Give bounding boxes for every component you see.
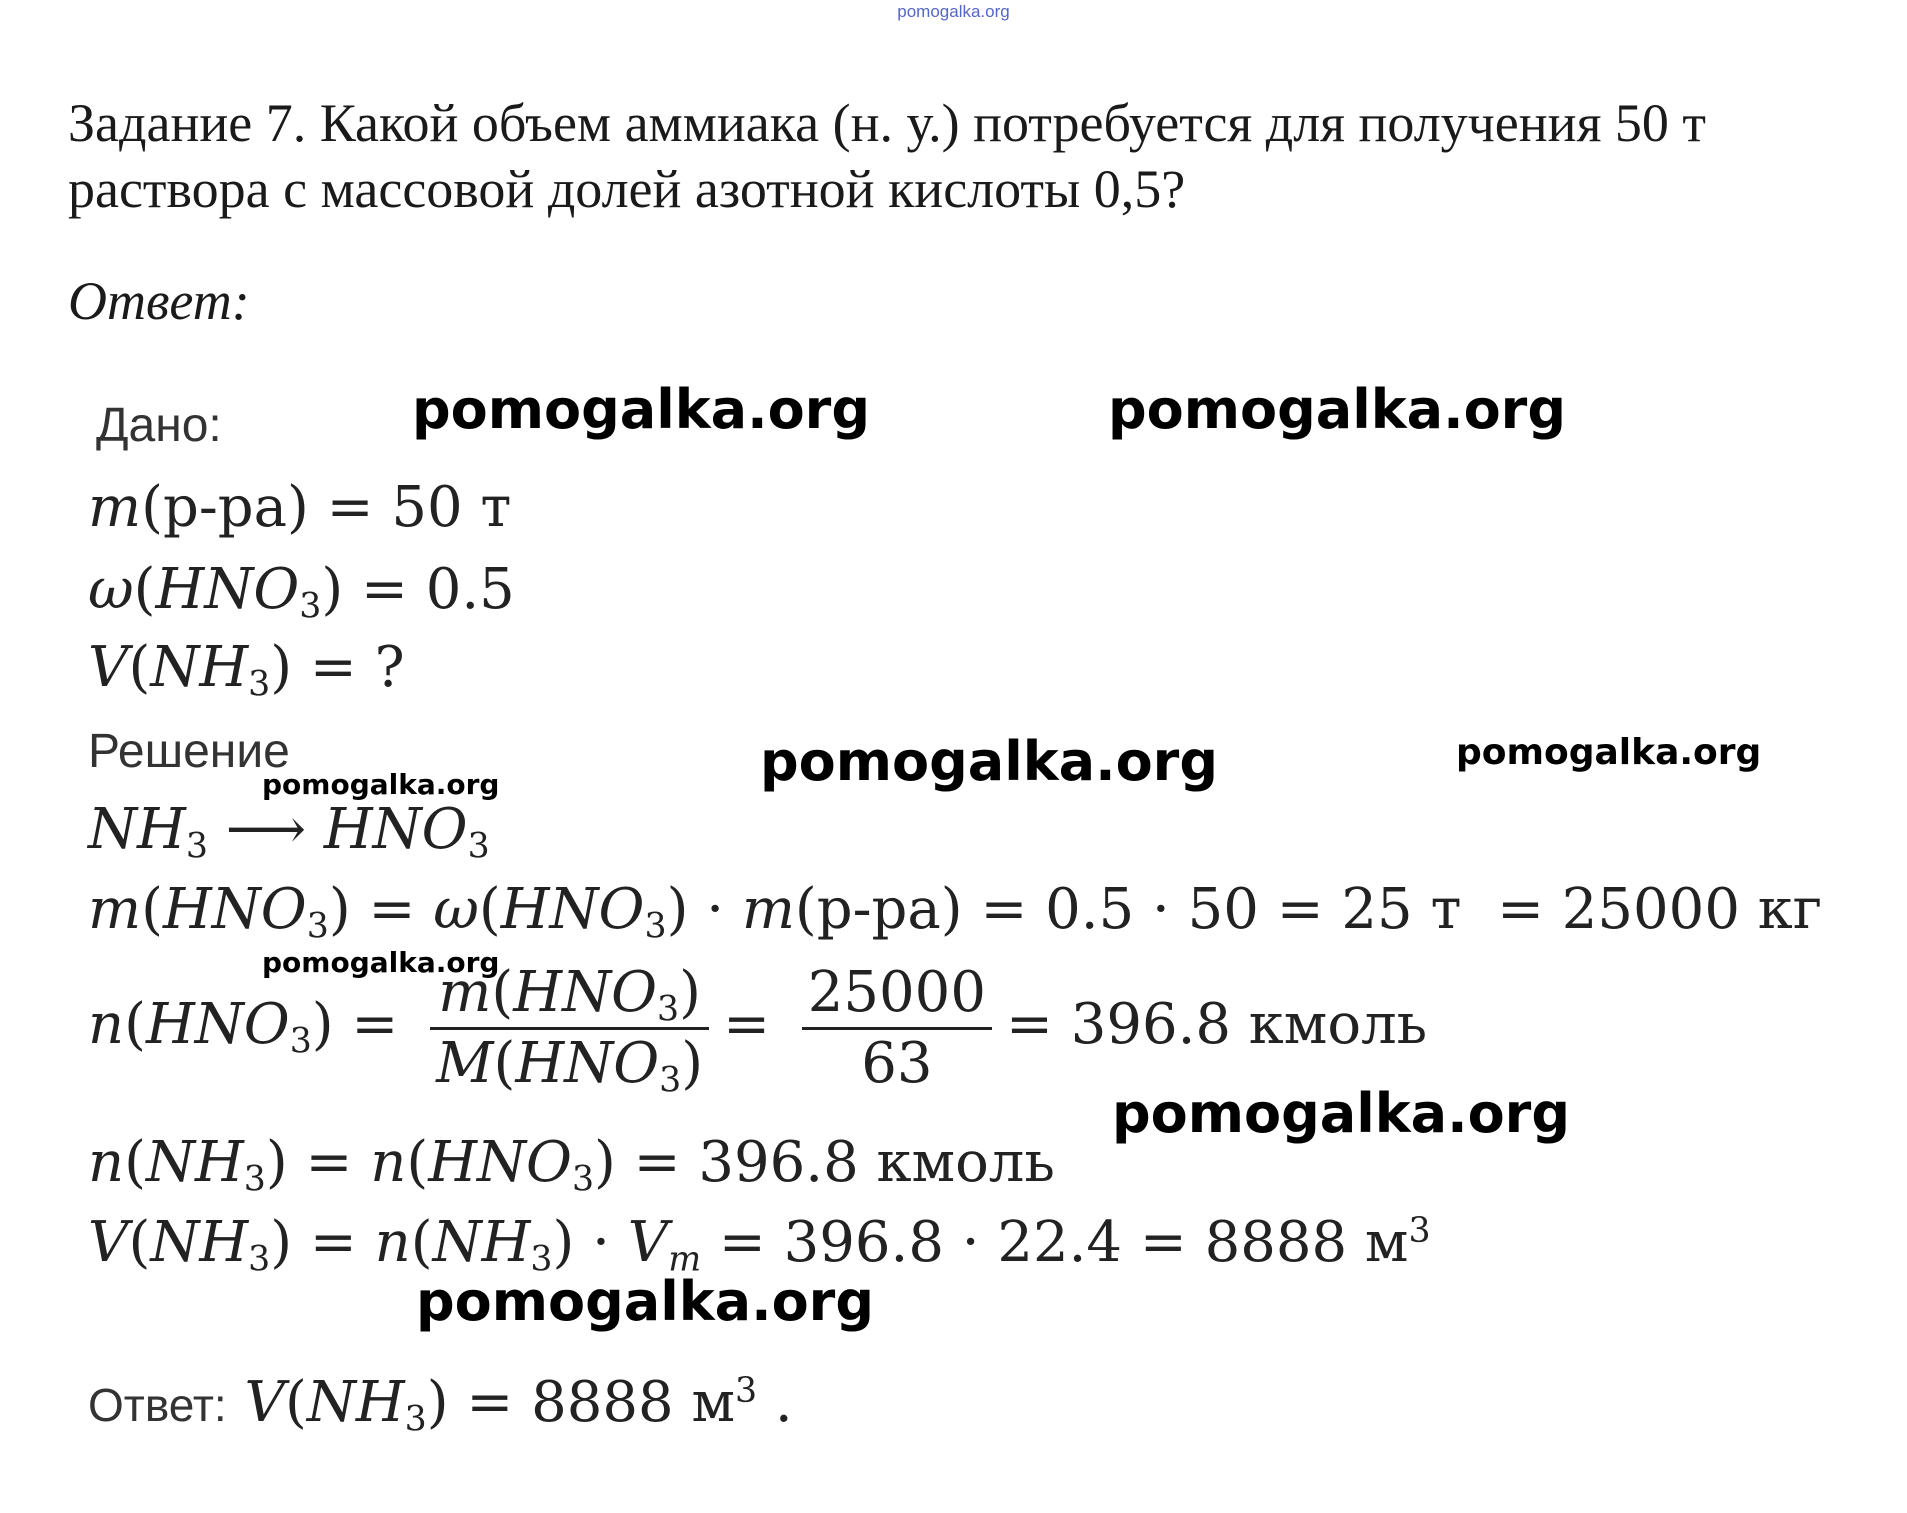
given-volume-unknown: $V(NH_3)$ = ? [88,635,405,705]
given-mass-solution: m(р-ра) = 50 т [88,475,512,540]
final-answer: Ответ: $V(NH_3) = 8888$ $м^3$ . [88,1370,793,1440]
watermark: pomogalka.org [416,1270,874,1333]
numeric-fraction: $\frac{25000}{63}$ [802,965,992,1092]
watermark: pomogalka.org [1112,1082,1570,1145]
volume-ammonia-equation: $V(NH_3) = n(NH_3) \cdot V_m = 396.8 \cdot 22.4 = 8888$ $м^3$ [88,1210,1431,1280]
watermark: pomogalka.org [1456,732,1762,773]
molar-fraction: $\frac{m(HNO_3)}{M(HNO_3)}$ [430,965,709,1092]
watermark: pomogalka.org [760,730,1218,793]
arrow-icon: ⟶ [225,797,307,862]
given-mass-fraction: $\omega(HNO_3) = 0.5$ [88,557,515,627]
moles-ammonia-equation: $n(NH_3) = n(HNO_3) = 396.8$ кмоль [88,1130,1055,1200]
watermark: pomogalka.org [262,768,500,801]
watermark: pomogalka.org [412,378,870,441]
given-label: Дано: [96,399,222,452]
header-watermark: pomogalka.org [897,2,1010,21]
watermark: pomogalka.org [1108,378,1566,441]
task-statement: Задание 7. Какой объем аммиака (н. у.) потребуется для получения 50 т раствора с массовой долей азотной кислоты 0,5? [68,93,1707,219]
answer-heading: Ответ: [68,271,250,331]
solution-label: Решение [88,725,290,778]
moles-acid-equation: $n(HNO_3)$ = $\frac{m(HNO_3)}{M(HNO_3)}$ = $\frac{25000}{63}$ = 396.8 кмоль [88,960,1428,1101]
mass-acid-equation: $m(HNO_3) = \omega(HNO_3) \cdot m(р-ра) = 0.5 \cdot 50 = 25$ т = 25000 кг [88,877,1823,947]
reaction-scheme: $NH_3$ ⟶ $HNO_3$ [88,797,490,867]
watermark: pomogalka.org [262,946,500,979]
final-answer-label: Ответ: [88,1379,227,1431]
